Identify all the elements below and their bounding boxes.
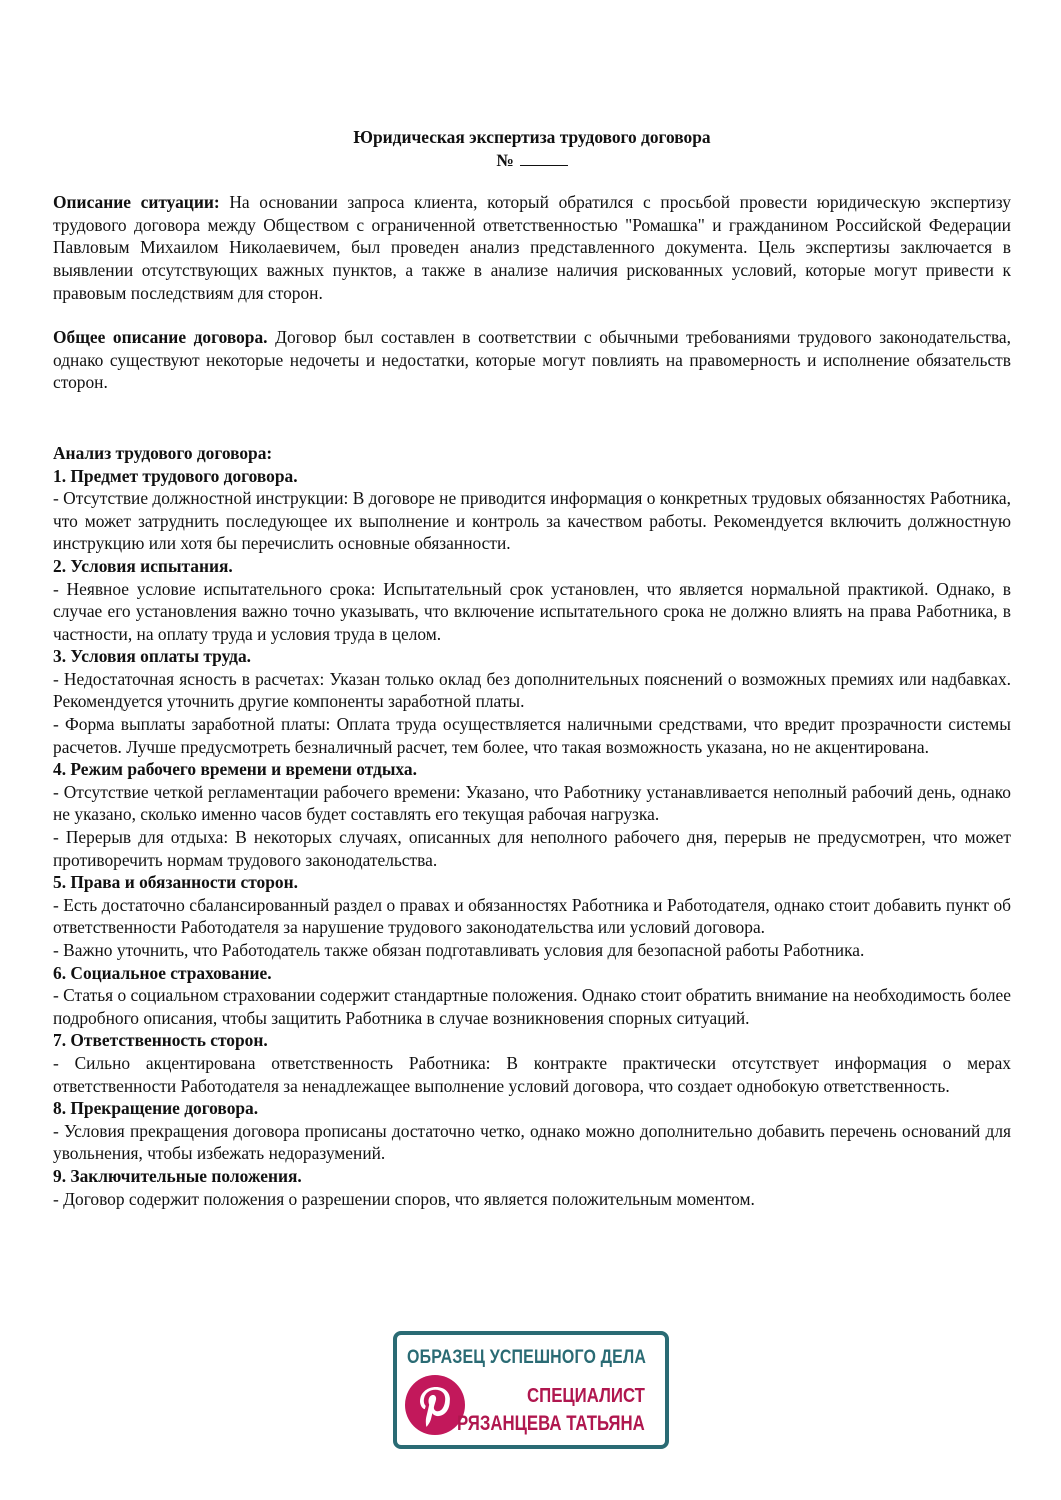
situation-paragraph (53, 191, 1011, 304)
document-page (53, 126, 1011, 1210)
section-item: - Важно уточнить, что Работодатель также обязан подготавливать условия для безопасной работы Работника. (53, 940, 865, 960)
situation-text: На основании запроса клиента, который обратился с просьбой провести юридическую экспертизу трудового договора между Обществом с ограниченной ответственностью "Ромашка" и гражданином Российской Федерации Павловым Михаилом Николаевичем, был проведен анализ представленного документа. Цель экспертизы заключается в выявлении отсутствующих важных пунктов, а также в анализе наличия рискованных условий, которые могут привести к правовым последствиям для сторон. (53, 192, 1011, 303)
section-9 (53, 1165, 1011, 1210)
section-item: - Договор содержит положения о разрешении споров, что является положительным моментом. (53, 1188, 755, 1209)
section-5 (53, 871, 1011, 961)
document-number (53, 149, 1011, 172)
section-item: - Форма выплаты заработной платы: Оплата труда осуществляется наличными средствами, что вредит прозрачности системы расчетов. Лучше предусмотреть безналичный расчет, тем более, что такая возможность указана, но не акцентирована. (53, 714, 1011, 757)
section-item: - Есть достаточно сбалансированный раздел о правах и обязанностях Работника и Работодателя, однако стоит добавить пункт об ответственности Работодателя за нарушение трудового законодательства или условий договора. (53, 894, 1011, 938)
section-heading: 4. Режим рабочего времени и времени отдыха. (53, 759, 417, 780)
section-heading: 7. Ответственность сторон. (53, 1030, 268, 1051)
section-item: - Отсутствие четкой регламентации рабочего времени: Указано, что Работнику устанавливается неполный рабочий день, однако не указано, сколько именно часов будет составлять его текущая рабочая нагрузка. (53, 781, 1011, 825)
section-heading: 3. Условия оплаты труда. (53, 646, 252, 667)
section-item: - Перерыв для отдыха: В некоторых случаях, описанных для неполного рабочего дня, перерыв не предусмотрен, что может противоречить нормам трудового законодательства. (53, 827, 1011, 870)
section-6 (53, 962, 1011, 1030)
general-heading: Общее описание договора. (53, 327, 268, 348)
situation-heading: Описание ситуации: (53, 192, 220, 213)
number-sign: № (496, 149, 514, 170)
analysis-heading: Анализ трудового договора: (53, 442, 273, 463)
section-item: - Неявное условие испытательного срока: Испытательный срок установлен, что является нормальной практикой. Однако, в случае его установления важно точно указывать, что включение испытательного срока не должно влиять на права Работника, в частности, на оплату труда и условия труда в целом. (53, 578, 1011, 644)
document-title: Юридическая экспертиза трудового договора (353, 127, 711, 147)
section-item: - Сильно акцентирована ответственность Работника: В контракте практически отсутствует информация о мерах ответственности Работодателя за ненадлежащее выполнение условий договора, что создает однобокую ответственность. (53, 1052, 1011, 1096)
section-2 (53, 555, 1011, 645)
number-blank (520, 149, 568, 166)
section-item: - Отсутствие должностной инструкции: В договоре не приводится информация о конкретных трудовых обязанностях Работника, что может затруднить последующее их выполнение и контроль за качеством работы. Рекомендуется включить должностную инструкцию или хотя бы перечислить основные обязанности. (53, 488, 1011, 554)
logo-line-1: ОБРАЗЕЦ УСПЕШНОГО ДЕЛА (407, 1347, 647, 1368)
section-1 (53, 465, 1011, 555)
section-heading: 6. Социальное страхование. (53, 962, 272, 983)
section-4 (53, 758, 1011, 871)
section-heading: 5. Права и обязанности сторон. (53, 872, 298, 893)
section-heading: 8. Прекращение договора. (53, 1098, 259, 1119)
section-item: - Недостаточная ясность в расчетах: Указан только оклад без дополнительных пояснений о возможных премиях или надбавках. Рекомендуется уточнить другие компоненты заработной платы. (53, 668, 1011, 712)
pinterest-icon (405, 1375, 465, 1435)
section-heading: 1. Предмет трудового договора. (53, 465, 298, 486)
specialist-logo (393, 1331, 669, 1449)
section-3 (53, 645, 1011, 758)
section-8 (53, 1097, 1011, 1165)
section-7 (53, 1029, 1011, 1097)
section-item: - Условия прекращения договора прописаны достаточно четко, однако можно дополнительно добавить перечень оснований для увольнения, чтобы избежать недоразумений. (53, 1120, 1011, 1164)
section-heading: 2. Условия испытания. (53, 555, 233, 576)
general-paragraph (53, 326, 1011, 394)
logo-line-3: РЯЗАНЦЕВА ТАТЬЯНА (457, 1412, 645, 1435)
logo-line-2: СПЕЦИАЛИСТ (527, 1385, 645, 1407)
section-heading: 9. Заключительные положения. (53, 1165, 302, 1186)
section-item: - Статья о социальном страховании содержит стандартные положения. Однако стоит обратить внимание на необходимость более подробного описания, чтобы защитить Работника в случае возникновения спорных ситуаций. (53, 985, 1011, 1028)
general-text: Договор был составлен в соответствии с обычными требованиями трудового законодательства, однако существуют некоторые недочеты и недостатки, которые могут повлиять на правомерность и исполнение обязательств сторон. (53, 327, 1011, 393)
